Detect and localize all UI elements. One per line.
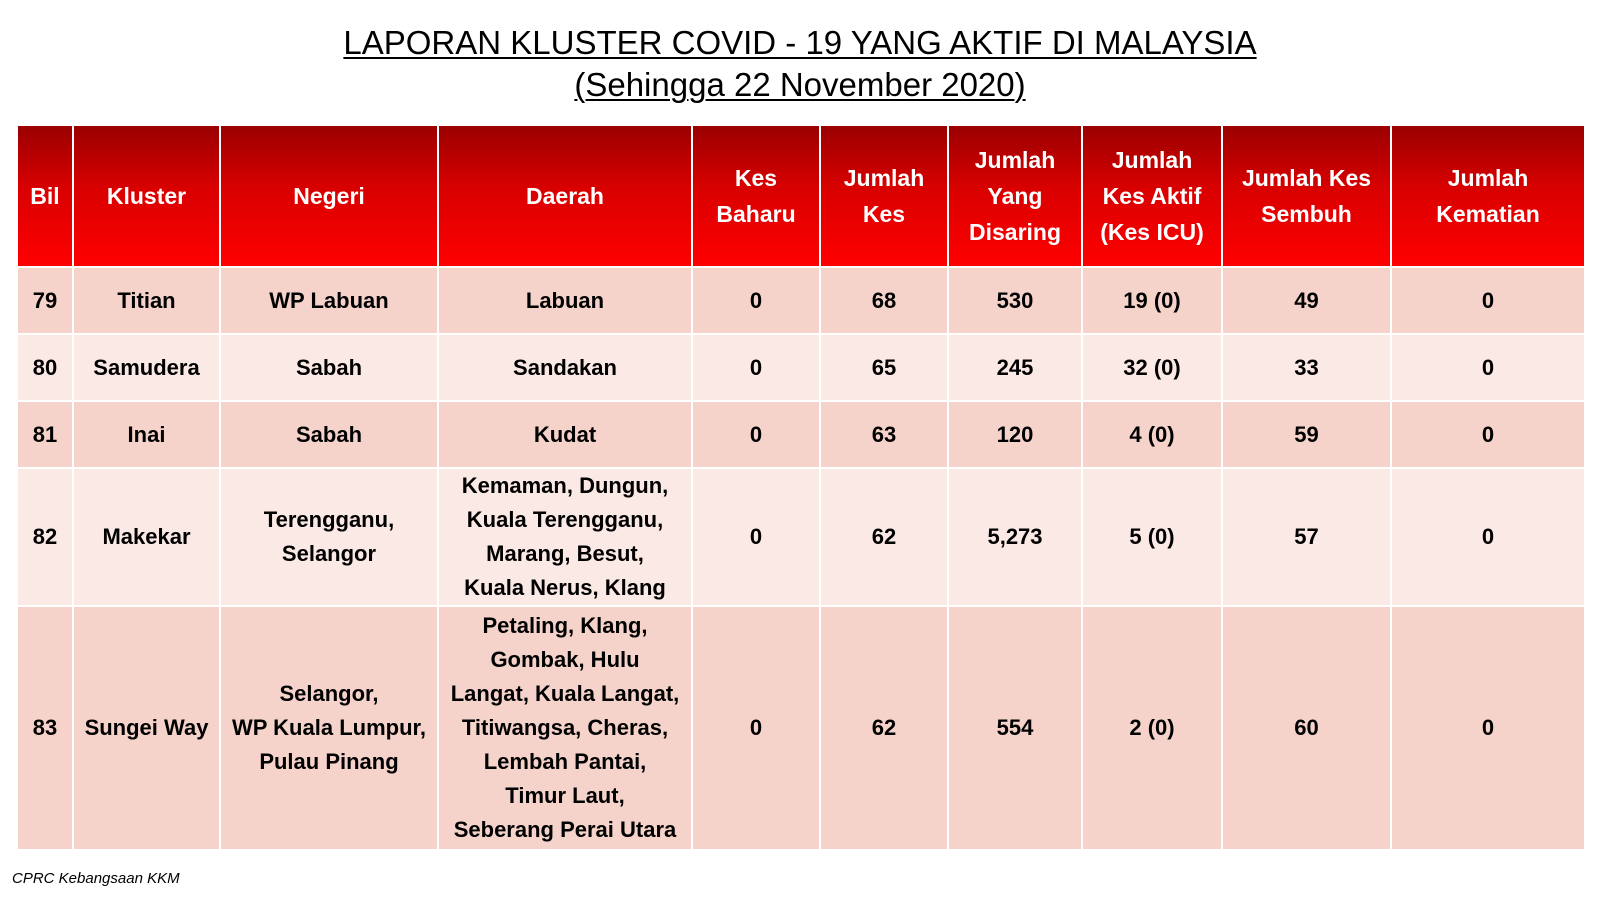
- cell-kluster: Inai: [73, 401, 220, 468]
- report-title-date: (Sehingga 22 November 2020): [574, 66, 1026, 103]
- cell-negeri: Terengganu, Selangor: [220, 468, 438, 606]
- cell-kes-aktif: 32 (0): [1082, 334, 1222, 401]
- cell-jumlah-kes: 62: [820, 606, 948, 850]
- cell-daerah: Kemaman, Dungun, Kuala Terengganu, Marang, Besut, Kuala Nerus, Klang: [438, 468, 692, 606]
- header-daerah: Daerah: [438, 125, 692, 267]
- cell-jumlah-kes: 62: [820, 468, 948, 606]
- report-title-main: LAPORAN KLUSTER COVID - 19 YANG AKTIF DI MALAYSIA: [343, 24, 1257, 61]
- cell-kes-sembuh: 59: [1222, 401, 1391, 468]
- cell-daerah: Petaling, Klang, Gombak, Hulu Langat, Kuala Langat, Titiwangsa, Cheras, Lembah Pantai, Timur Laut, Seberang Perai Utara: [438, 606, 692, 850]
- cell-kes-sembuh: 49: [1222, 267, 1391, 334]
- cell-kes-aktif: 4 (0): [1082, 401, 1222, 468]
- cell-bil: 79: [17, 267, 73, 334]
- cell-jumlah-disaring: 245: [948, 334, 1082, 401]
- cell-kes-baharu: 0: [692, 401, 820, 468]
- cell-kluster: Titian: [73, 267, 220, 334]
- cell-kes-aktif: 19 (0): [1082, 267, 1222, 334]
- table-row: [17, 606, 1585, 850]
- cell-kes-baharu: 0: [692, 334, 820, 401]
- header-jumlah-kes: Jumlah Kes: [820, 125, 948, 267]
- cell-kluster: Samudera: [73, 334, 220, 401]
- cell-daerah: Kudat: [438, 401, 692, 468]
- header-negeri: Negeri: [220, 125, 438, 267]
- header-kematian: Jumlah Kematian: [1391, 125, 1585, 267]
- cell-bil: 83: [17, 606, 73, 850]
- cell-kluster: Sungei Way: [73, 606, 220, 850]
- cell-negeri: Selangor, WP Kuala Lumpur, Pulau Pinang: [220, 606, 438, 850]
- cell-jumlah-kes: 68: [820, 267, 948, 334]
- cell-kematian: 0: [1391, 401, 1585, 468]
- header-kluster: Kluster: [73, 125, 220, 267]
- cell-daerah: Labuan: [438, 267, 692, 334]
- cell-bil: 81: [17, 401, 73, 468]
- cell-daerah: Sandakan: [438, 334, 692, 401]
- table-row: [17, 468, 1585, 606]
- cell-bil: 80: [17, 334, 73, 401]
- table-row: [17, 401, 1585, 468]
- cell-kematian: 0: [1391, 334, 1585, 401]
- cell-jumlah-disaring: 530: [948, 267, 1082, 334]
- cell-kematian: 0: [1391, 606, 1585, 850]
- source-footnote: CPRC Kebangsaan KKM: [12, 870, 180, 887]
- cell-jumlah-disaring: 5,273: [948, 468, 1082, 606]
- table-row: [17, 267, 1585, 334]
- cell-kematian: 0: [1391, 267, 1585, 334]
- cell-kes-baharu: 0: [692, 606, 820, 850]
- cell-kematian: 0: [1391, 468, 1585, 606]
- cell-bil: 82: [17, 468, 73, 606]
- cell-negeri: Sabah: [220, 401, 438, 468]
- cell-kes-aktif: 5 (0): [1082, 468, 1222, 606]
- cell-kes-aktif: 2 (0): [1082, 606, 1222, 850]
- cell-negeri: WP Labuan: [220, 267, 438, 334]
- header-kes-aktif: Jumlah Kes Aktif (Kes ICU): [1082, 125, 1222, 267]
- cell-kluster: Makekar: [73, 468, 220, 606]
- header-kes-sembuh: Jumlah Kes Sembuh: [1222, 125, 1391, 267]
- table-header-row: [17, 125, 1585, 267]
- cluster-table: [16, 124, 1586, 851]
- cell-kes-sembuh: 57: [1222, 468, 1391, 606]
- cell-jumlah-disaring: 120: [948, 401, 1082, 468]
- cell-jumlah-kes: 65: [820, 334, 948, 401]
- table-row: [17, 334, 1585, 401]
- report-title: [0, 22, 1600, 106]
- header-jumlah-disaring: Jumlah Yang Disaring: [948, 125, 1082, 267]
- cell-kes-baharu: 0: [692, 267, 820, 334]
- cell-negeri: Sabah: [220, 334, 438, 401]
- header-bil: Bil: [17, 125, 73, 267]
- header-kes-baharu: Kes Baharu: [692, 125, 820, 267]
- cell-kes-baharu: 0: [692, 468, 820, 606]
- cell-jumlah-kes: 63: [820, 401, 948, 468]
- cell-kes-sembuh: 60: [1222, 606, 1391, 850]
- cell-kes-sembuh: 33: [1222, 334, 1391, 401]
- cell-jumlah-disaring: 554: [948, 606, 1082, 850]
